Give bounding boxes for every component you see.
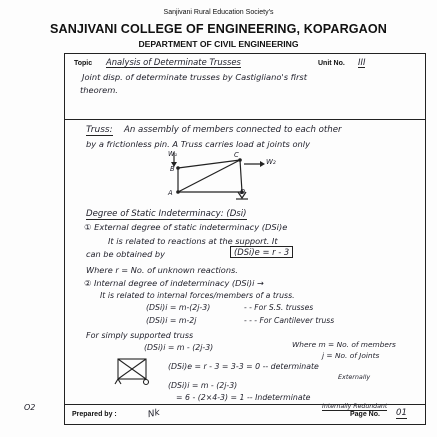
label-w1: W₁	[168, 150, 178, 158]
example-internal-calc: = 6 - (2×4-3) = 1 -- Indeterminate	[176, 393, 311, 402]
topic-subtitle-line-2: theorem.	[80, 85, 118, 95]
internal-dsi-note-ss: - - For S.S. trusses	[244, 303, 314, 312]
label-c: C	[234, 151, 239, 159]
department-name: DEPARTMENT OF CIVIL ENGINEERING	[138, 39, 299, 49]
society-name: Sanjivani Rural Education Society's	[163, 9, 274, 16]
example-truss-sketch	[114, 356, 152, 386]
example-internal-tag: Internally Redundant	[322, 403, 388, 410]
footer-divider	[64, 404, 426, 405]
signature: Nk	[147, 407, 161, 421]
truss-heading: Truss:	[86, 125, 113, 135]
label-b: B	[170, 165, 175, 173]
page-number-label: Page No.	[350, 411, 380, 418]
unit-value: III	[358, 57, 366, 67]
external-dsi-line-1: It is related to reactions at the support. It	[108, 236, 278, 246]
truss-definition-line-1: An assembly of members connected to each other	[124, 125, 342, 135]
load-arrow-right-icon	[260, 161, 265, 167]
internal-dsi-formula-ss: (DSi)i = m-(2j-3)	[146, 303, 211, 312]
external-dsi-line-2: can be obtained by	[86, 249, 165, 259]
internal-dsi-formula-cantilever: (DSi)i = m-2j	[146, 316, 197, 325]
internal-dsi-note-cantilever: - - - For Cantilever truss	[244, 316, 335, 325]
topic-subtitle-line-1: Joint disp. of determinate trusses by Castigliano's first	[82, 72, 308, 82]
truss-definition-line-2: by a frictionless pin. A Truss carries load at joints only	[86, 139, 311, 149]
unit-label: Unit No.	[318, 60, 345, 67]
where-joints-line: j = No. of Joints	[322, 351, 380, 360]
external-dsi-formula: (DSi)e = r - 3	[230, 246, 293, 258]
internal-dsi-line-1: It is related to internal forces/members of a truss.	[100, 291, 295, 300]
prepared-by-label: Prepared by :	[72, 411, 117, 418]
topic-value: Analysis of Determinate Trusses	[106, 57, 241, 67]
dsi-heading: Degree of Static Indeterminacy: (Dsi)	[86, 209, 247, 219]
simply-supported-formula: (DSi)i = m - (2j-3)	[144, 343, 214, 352]
label-d: D	[240, 188, 246, 196]
example-external-tag: Externally	[338, 373, 371, 381]
example-external-dsi: (DSi)e = r - 3 = 3-3 = 0 -- determinate	[168, 362, 319, 371]
external-dsi-heading: ① External degree of static indeterminacy (DSi)e	[84, 222, 288, 232]
margin-mark: O2	[24, 403, 36, 412]
topic-label: Topic	[74, 60, 93, 67]
where-members-line: Where m = No. of members	[292, 340, 396, 349]
internal-dsi-heading: ② Internal degree of indeterminacy (DSi)i →	[84, 278, 264, 288]
page-number-value: 01	[396, 408, 407, 418]
where-reactions-line: Where r = No. of unknown reactions.	[86, 265, 238, 275]
example-internal-dsi: (DSi)i = m - (2j-3)	[168, 381, 238, 390]
simply-supported-heading: For simply supported truss	[86, 331, 194, 340]
label-a: A	[168, 189, 173, 197]
college-name: SANJIVANI COLLEGE OF ENGINEERING, KOPARGAON	[50, 22, 387, 36]
label-w2: W₂	[266, 158, 276, 166]
